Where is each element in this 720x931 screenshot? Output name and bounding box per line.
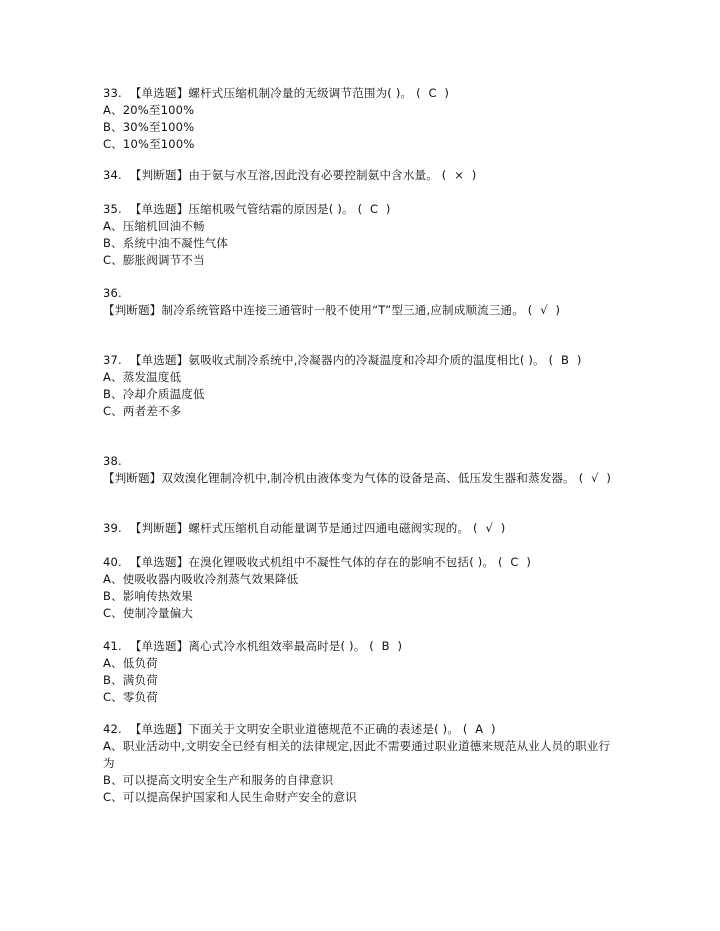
question-type: 【判断题】	[129, 168, 189, 182]
question-number: 40.	[103, 555, 122, 569]
question-41	[103, 638, 613, 706]
option-a: A、20%至100%	[103, 103, 195, 117]
question-40	[103, 554, 613, 622]
option-b: B、可以提高文明安全生产和服务的自律意识	[103, 773, 334, 787]
question-type: 【单选题】	[129, 353, 189, 367]
question-stem	[103, 85, 613, 102]
question-number: 37.	[103, 353, 122, 367]
option-c: C、零负荷	[103, 690, 159, 704]
question-text: 由于氨与水互溶,因此没有必要控制氨中含水量。	[188, 168, 438, 182]
option-b: B、30%至100%	[103, 120, 195, 134]
question-answer: ( B )	[544, 353, 582, 367]
question-text: 制冷系统管路中连接三通管时一般不使用“T”型三通,应制成顺流三通。	[161, 303, 524, 317]
question-stem	[103, 470, 613, 487]
question-number: 35.	[103, 202, 122, 216]
option-c: C、使制冷量偏大	[103, 606, 194, 620]
question-33	[103, 85, 613, 153]
question-number: 33.	[103, 86, 122, 100]
question-text: 在溴化锂吸收式机组中不凝性气体的存在的影响不包括( )。	[188, 555, 495, 569]
question-34	[103, 167, 613, 184]
option-c: C、两者差不多	[103, 404, 182, 418]
question-number: 39.	[103, 521, 122, 535]
question-answer: ( √ )	[523, 303, 561, 317]
question-answer: ( B )	[365, 639, 403, 653]
question-text: 螺杆式压缩机制冷量的无级调节范围为( )。	[188, 86, 413, 100]
question-stem	[103, 520, 613, 537]
question-39	[103, 520, 613, 537]
question-36	[103, 285, 613, 319]
question-type: 【单选题】	[129, 722, 189, 736]
question-text: 螺杆式压缩机自动能量调节是通过四通电磁阀实现的。	[188, 521, 470, 535]
option-b: B、影响传热效果	[103, 589, 193, 603]
question-answer: ( √ )	[469, 521, 506, 535]
question-type: 【判断题】	[103, 471, 162, 485]
question-type: 【单选题】	[129, 202, 189, 216]
question-type: 【单选题】	[129, 639, 189, 653]
question-answer: ( × )	[437, 168, 477, 182]
question-38	[103, 453, 613, 487]
question-text: 双效溴化锂制冷机中,制冷机由液体变为气体的设备是高、低压发生器和蒸发器。	[161, 471, 575, 485]
question-35	[103, 201, 613, 269]
question-text: 氨吸收式制冷系统中,冷凝器内的冷凝温度和冷却介质的温度相比( )。	[188, 353, 545, 367]
question-stem	[103, 201, 613, 218]
question-type: 【单选题】	[129, 555, 189, 569]
question-number: 42.	[103, 722, 122, 736]
question-37	[103, 352, 613, 420]
option-a: A、蒸发温度低	[103, 370, 182, 384]
question-stem	[103, 638, 613, 655]
question-stem	[103, 167, 613, 184]
question-type: 【单选题】	[129, 86, 189, 100]
option-c: C、可以提高保护国家和人民生命财产安全的意识	[103, 790, 357, 804]
question-42	[103, 721, 613, 806]
question-stem	[103, 302, 613, 319]
question-type: 【判断题】	[129, 521, 189, 535]
option-a: A、低负荷	[103, 656, 158, 670]
option-b: B、满负荷	[103, 673, 158, 687]
question-number: 41.	[103, 639, 122, 653]
question-type: 【判断题】	[103, 303, 162, 317]
question-answer: ( C )	[412, 86, 450, 100]
question-text: 压缩机吸气管结霜的原因是( )。	[188, 202, 354, 216]
question-answer: ( √ )	[574, 471, 612, 485]
option-b: B、系统中油不凝性气体	[103, 236, 229, 250]
question-stem	[103, 554, 613, 571]
question-number: 38.	[103, 454, 122, 468]
question-stem	[103, 352, 613, 369]
question-answer: ( C )	[353, 202, 391, 216]
question-number: 36.	[103, 286, 122, 300]
question-text: 下面关于文明安全职业道德规范不正确的表述是( )。	[188, 722, 460, 736]
question-answer: ( C )	[494, 555, 532, 569]
option-a: A、压缩机回油不畅	[103, 219, 205, 233]
option-b: B、冷却介质温度低	[103, 387, 205, 401]
option-a: A、职业活动中,文明安全已经有相关的法律规定,因此不需要通过职业道德来规范从业人员的职业行为	[103, 739, 611, 770]
question-number: 34.	[103, 168, 122, 182]
option-c: C、10%至100%	[103, 137, 195, 151]
option-a: A、使吸收器内吸收冷剂蒸气效果降低	[103, 572, 299, 586]
question-text: 离心式冷水机组效率最高时是( )。	[188, 639, 366, 653]
question-stem	[103, 721, 613, 738]
question-answer: ( A )	[459, 722, 496, 736]
option-c: C、膨胀阀调节不当	[103, 253, 205, 267]
